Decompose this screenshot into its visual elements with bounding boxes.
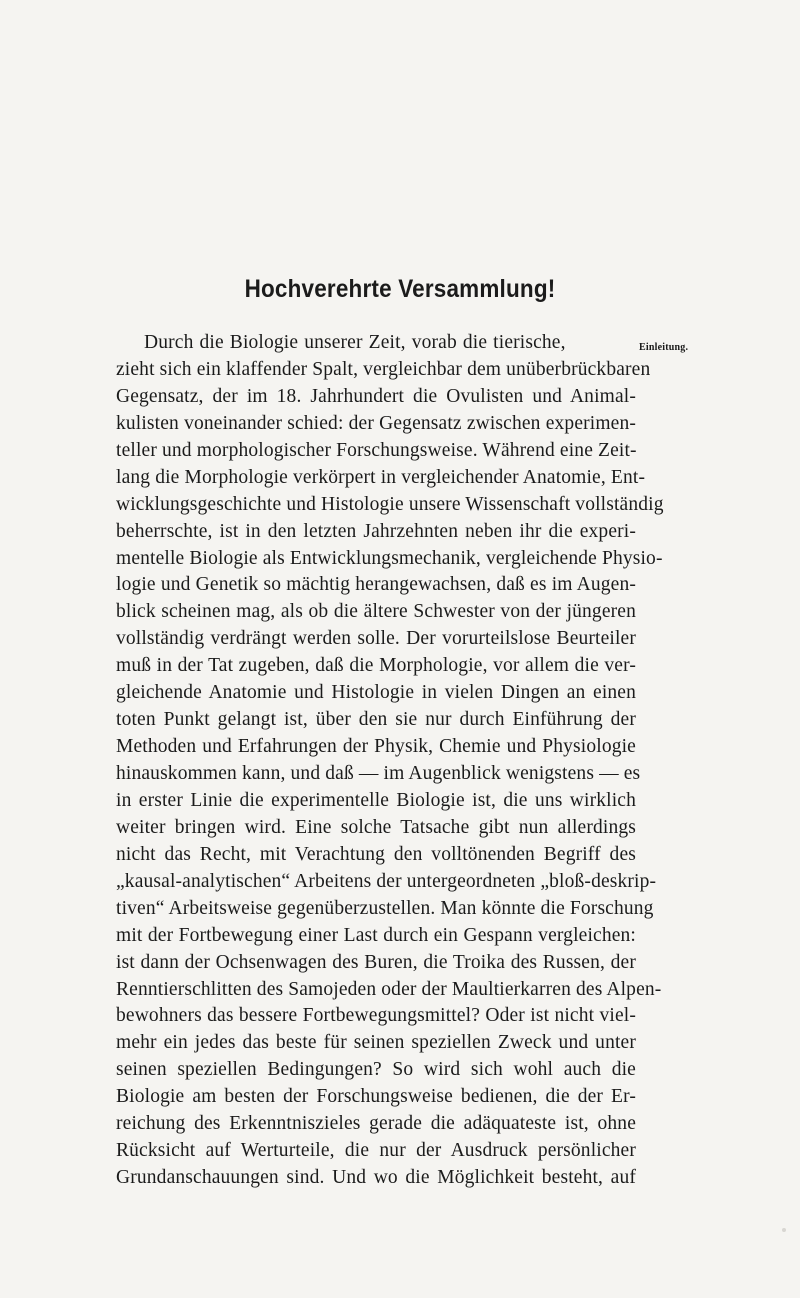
text-line: Durch die Biologie unserer Zeit, vorab die tierische, <box>144 332 566 353</box>
text-line: seinen speziellen Bedingungen? So wird sich wohl auch die <box>116 1059 636 1081</box>
text-line: vollständig verdrängt werden solle. Der vorurteilslose Beurteiler <box>116 628 636 650</box>
text-line: lang die Morphologie verkörpert in vergleichender Anatomie, Ent- <box>116 466 646 488</box>
text-line: ist dann der Ochsenwagen des Buren, die Troika des Russen, der <box>116 951 636 973</box>
text-line: weiter bringen wird. Eine solche Tatsache gibt nun allerdings <box>116 816 636 838</box>
text-line: Rücksicht auf Werturteile, die nur der Ausdruck persönlicher <box>116 1140 636 1162</box>
text-line: beherrschte, ist in den letzten Jahrzehnten neben ihr die experi- <box>116 520 636 542</box>
text-line: toten Punkt gelangt ist, über den sie nur durch Einführung der <box>116 709 636 731</box>
text-line: nicht das Recht, mit Verachtung den volltönenden Begriff des <box>116 843 636 865</box>
text-line: Renntierschlitten des Samojeden oder der Maultierkarren des Alpen- <box>116 978 662 1000</box>
text-line: bewohners das bessere Fortbewegungsmittel? Oder ist nicht viel- <box>116 1005 636 1027</box>
text-line: gleichende Anatomie und Histologie in vielen Dingen an einen <box>116 682 636 704</box>
text-line: mit der Fortbewegung einer Last durch ein Gespann vergleichen: <box>116 924 636 946</box>
text-line: in erster Linie die experimentelle Biologie ist, die uns wirklich <box>116 789 636 811</box>
text-line: Biologie am besten der Forschungsweise bedienen, die der Er- <box>116 1086 636 1108</box>
text-line: mehr ein jedes das beste für seinen speziellen Zweck und unter <box>116 1032 636 1054</box>
text-line: reichung des Erkenntniszieles gerade die adäquateste ist, ohne <box>116 1113 636 1135</box>
text-line: hinauskommen kann, und daß — im Augenblick wenigstens — es <box>116 763 641 784</box>
text-line: zieht sich ein klaffender Spalt, vergleichbar dem unüberbrückbaren <box>116 358 651 380</box>
text-line: muß in der Tat zugeben, daß die Morphologie, vor allem die ver- <box>116 655 636 677</box>
text-line: „kausal-analytischen“ Arbeitens der untergeordneten „bloß-deskrip- <box>116 870 657 892</box>
text-line: kulisten voneinander schied: der Gegensatz zwischen experimen- <box>116 412 636 434</box>
text-line: mentelle Biologie als Entwicklungsmechanik, vergleichende Physio- <box>116 547 663 569</box>
text-line: Grundanschauungen sind. Und wo die Möglichkeit besteht, auf <box>116 1167 636 1189</box>
text-line: blick scheinen mag, als ob die ältere Schwester von der jüngeren <box>116 601 636 623</box>
page-heading: Hochverehrte Versammlung! <box>244 275 556 303</box>
paper-speck <box>782 1228 786 1232</box>
text-line: Methoden und Erfahrungen der Physik, Chemie und Physiologie <box>116 736 636 758</box>
text-line: tiven“ Arbeitsweise gegenüberzustellen. Man könnte die Forschung <box>116 897 654 919</box>
text-line: Gegensatz, der im 18. Jahrhundert die Ovulisten und Animal- <box>116 385 636 407</box>
text-line: teller und morphologischer Forschungsweise. Während eine Zeit- <box>116 439 637 461</box>
margin-note: Einleitung. <box>639 342 689 353</box>
text-line: wicklungsgeschichte und Histologie unsere Wissenschaft vollständig <box>116 493 664 515</box>
text-line: logie und Genetik so mächtig herangewachsen, daß es im Augen- <box>116 574 636 596</box>
